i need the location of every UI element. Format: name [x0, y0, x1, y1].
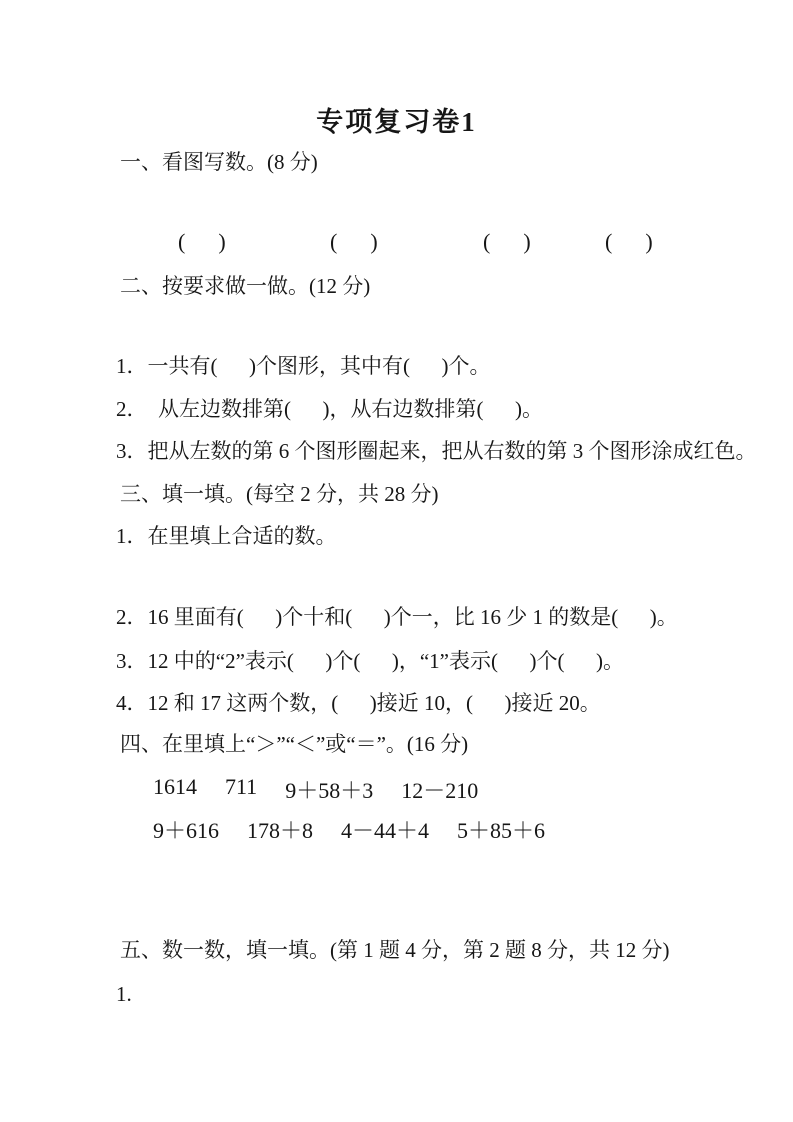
section-one-heading: 一、看图写数。(8 分): [120, 150, 318, 174]
section-two-item-3: 3．把从左数的第 6 个图形圈起来，把从右数的第 3 个图形涂成红色。: [116, 439, 757, 463]
section-three-item-2: 2．16 里面有( )个十和( )个一，比 16 少 1 的数是( )。: [116, 605, 678, 629]
section-three-heading: 三、填一填。(每空 2 分，共 28 分): [120, 482, 439, 506]
section-two-heading: 二、按要求做一做。(12 分): [120, 274, 371, 298]
answer-blank: ( ): [178, 229, 226, 254]
section-five-heading: 五、数一数，填一填。(第 1 题 4 分，第 2 题 8 分，共 12 分): [120, 938, 670, 962]
answer-blank: ( ): [605, 229, 653, 254]
comparison-expression: 12－210: [401, 778, 479, 803]
page-title: 专项复习卷1: [316, 107, 477, 137]
comparison-expression: 4－44＋4: [341, 818, 430, 843]
section-two-item-1: 1．一共有( )个图形，其中有( )个。: [116, 354, 491, 378]
section-three-item-1: 1．在里填上合适的数。: [116, 524, 337, 548]
comparison-expression: 1614: [153, 774, 197, 799]
answer-blanks-row: [0, 229, 793, 259]
section-three-item-3: 3．12 中的“2”表示( )个( )，“1”表示( )个( )。: [116, 649, 624, 673]
comparison-expression: 9＋58＋3: [285, 778, 374, 803]
answer-blank: ( ): [330, 229, 378, 254]
comparison-expression: 178＋8: [247, 818, 314, 843]
section-two-item-2: 2． 从左边数排第( )，从右边数排第( )。: [116, 397, 543, 421]
comparison-expression: 711: [225, 774, 258, 799]
comparison-expression: 9＋616: [153, 818, 220, 843]
comparison-expressions-row-2: [153, 814, 545, 845]
section-five-item-1-label: 1.: [116, 982, 132, 1006]
section-four-heading: 四、在里填上“＞”“＜”或“＝”。(16 分): [120, 732, 469, 756]
section-three-item-4: 4．12 和 17 这两个数，( )接近 10，( )接近 20。: [116, 691, 601, 715]
comparison-expressions-row-1: [153, 774, 478, 805]
comparison-expression: 5＋85＋6: [457, 818, 546, 843]
answer-blank: ( ): [483, 229, 531, 254]
